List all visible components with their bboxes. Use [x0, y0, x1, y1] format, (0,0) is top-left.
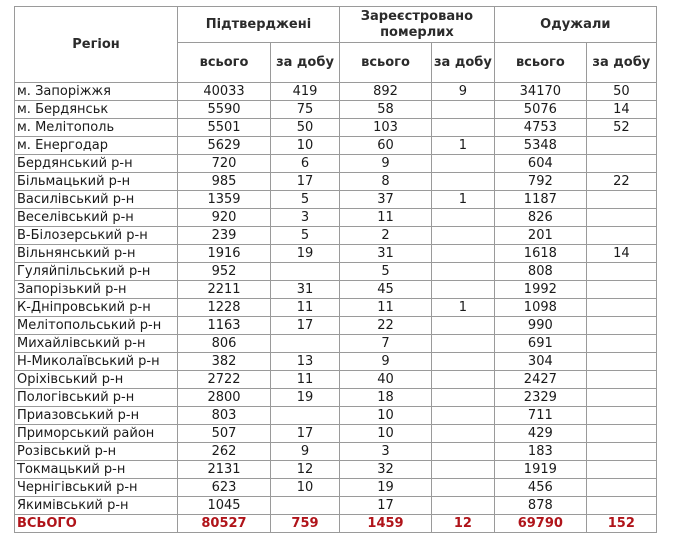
cell-conf-day: 10	[271, 137, 340, 155]
table-row	[15, 227, 657, 245]
cell-death-day	[432, 389, 495, 407]
cell-rec-total: 1618	[494, 245, 586, 263]
cell-death-total: 40	[340, 371, 432, 389]
table-row	[15, 461, 657, 479]
cell-rec-day	[586, 281, 656, 299]
region-name: В-Білозерський р-н	[15, 227, 178, 245]
cell-conf-day: 5	[271, 191, 340, 209]
cell-conf-day: 11	[271, 371, 340, 389]
region-name: Розівський р-н	[15, 443, 178, 461]
cell-rec-day	[586, 443, 656, 461]
table-row	[15, 245, 657, 263]
cell-conf-total: 1045	[178, 497, 271, 515]
table-row	[15, 155, 657, 173]
region-name: Запорізький р-н	[15, 281, 178, 299]
cell-rec-day	[586, 209, 656, 227]
cell-conf-total: 1916	[178, 245, 271, 263]
cell-rec-day: 50	[586, 83, 656, 101]
cell-death-day	[432, 209, 495, 227]
table-row	[15, 497, 657, 515]
cell-rec-day	[586, 317, 656, 335]
cell-death-total: 22	[340, 317, 432, 335]
region-name: Мелітопольський р-н	[15, 317, 178, 335]
region-name: Н-Миколаївський р-н	[15, 353, 178, 371]
total-conf-total: 80527	[178, 515, 271, 533]
cell-rec-day: 22	[586, 173, 656, 191]
cell-death-day	[432, 281, 495, 299]
cell-rec-total: 2329	[494, 389, 586, 407]
cell-conf-day: 11	[271, 299, 340, 317]
cell-rec-day	[586, 497, 656, 515]
cell-rec-total: 691	[494, 335, 586, 353]
cell-rec-total: 34170	[494, 83, 586, 101]
header-deaths-day: за добу	[432, 43, 495, 83]
cell-rec-total: 826	[494, 209, 586, 227]
cell-rec-day	[586, 335, 656, 353]
cell-conf-total: 720	[178, 155, 271, 173]
cell-rec-total: 1992	[494, 281, 586, 299]
cell-rec-day: 14	[586, 245, 656, 263]
region-name: Гуляйпільський р-н	[15, 263, 178, 281]
table-row	[15, 173, 657, 191]
cell-conf-total: 2800	[178, 389, 271, 407]
region-name: Приморський район	[15, 425, 178, 443]
cell-death-day	[432, 353, 495, 371]
header-confirmed-total: всього	[178, 43, 271, 83]
cell-conf-total: 1228	[178, 299, 271, 317]
cell-death-day	[432, 155, 495, 173]
table-row	[15, 317, 657, 335]
cell-rec-day	[586, 227, 656, 245]
cell-death-total: 31	[340, 245, 432, 263]
cell-rec-day	[586, 407, 656, 425]
cell-conf-total: 239	[178, 227, 271, 245]
table-row	[15, 119, 657, 137]
cell-death-day	[432, 173, 495, 191]
total-death-day: 12	[432, 515, 495, 533]
cell-rec-total: 201	[494, 227, 586, 245]
cell-conf-total: 985	[178, 173, 271, 191]
cell-conf-day: 6	[271, 155, 340, 173]
cell-rec-total: 456	[494, 479, 586, 497]
total-conf-day: 759	[271, 515, 340, 533]
cell-rec-day: 14	[586, 101, 656, 119]
total-death-total: 1459	[340, 515, 432, 533]
cell-death-total: 8	[340, 173, 432, 191]
cell-rec-total: 2427	[494, 371, 586, 389]
region-name: Якимівський р-н	[15, 497, 178, 515]
header-deaths: Зареєстровано померлих	[340, 7, 495, 43]
cell-death-total: 17	[340, 497, 432, 515]
region-name: м. Запоріжжя	[15, 83, 178, 101]
cell-rec-day	[586, 137, 656, 155]
cell-conf-total: 920	[178, 209, 271, 227]
header-row-groups	[15, 7, 657, 43]
cell-conf-total: 803	[178, 407, 271, 425]
cell-conf-day: 10	[271, 479, 340, 497]
cell-rec-total: 4753	[494, 119, 586, 137]
region-name: Більмацький р-н	[15, 173, 178, 191]
cell-rec-day	[586, 191, 656, 209]
cell-conf-day	[271, 497, 340, 515]
region-name: Вільнянський р-н	[15, 245, 178, 263]
table-row	[15, 443, 657, 461]
region-name: Чернігівський р-н	[15, 479, 178, 497]
table-body	[15, 83, 657, 533]
table-row	[15, 479, 657, 497]
table-row	[15, 371, 657, 389]
cell-conf-day: 3	[271, 209, 340, 227]
cell-death-day	[432, 407, 495, 425]
cell-conf-total: 1163	[178, 317, 271, 335]
table-row	[15, 191, 657, 209]
header-recovered-total: всього	[494, 43, 586, 83]
cell-death-total: 37	[340, 191, 432, 209]
cell-conf-total: 5629	[178, 137, 271, 155]
cell-death-total: 58	[340, 101, 432, 119]
cell-death-day	[432, 245, 495, 263]
cell-conf-total: 262	[178, 443, 271, 461]
cell-conf-total: 382	[178, 353, 271, 371]
table-row	[15, 209, 657, 227]
cell-rec-day	[586, 479, 656, 497]
cell-death-day: 9	[432, 83, 495, 101]
table-row	[15, 281, 657, 299]
cell-conf-total: 2211	[178, 281, 271, 299]
table-row	[15, 83, 657, 101]
cell-conf-total: 2131	[178, 461, 271, 479]
table-row	[15, 425, 657, 443]
region-name: Веселівський р-н	[15, 209, 178, 227]
cell-rec-day	[586, 299, 656, 317]
cell-conf-day: 17	[271, 317, 340, 335]
header-confirmed: Підтверджені	[178, 7, 340, 43]
cell-death-day	[432, 335, 495, 353]
cell-death-day: 1	[432, 191, 495, 209]
cell-death-total: 60	[340, 137, 432, 155]
cell-conf-total: 507	[178, 425, 271, 443]
cell-death-day	[432, 479, 495, 497]
header-recovered: Одужали	[494, 7, 656, 43]
cell-death-total: 11	[340, 299, 432, 317]
table-row	[15, 407, 657, 425]
cell-rec-total: 990	[494, 317, 586, 335]
region-name: м. Мелітополь	[15, 119, 178, 137]
cell-death-total: 11	[340, 209, 432, 227]
cell-death-total: 892	[340, 83, 432, 101]
cell-rec-day	[586, 353, 656, 371]
table-row	[15, 389, 657, 407]
cell-conf-day: 31	[271, 281, 340, 299]
cell-death-day	[432, 443, 495, 461]
cell-rec-total: 1919	[494, 461, 586, 479]
cell-rec-total: 1187	[494, 191, 586, 209]
region-name: Приазовський р-н	[15, 407, 178, 425]
header-recovered-day: за добу	[586, 43, 656, 83]
cell-death-total: 45	[340, 281, 432, 299]
cell-rec-day	[586, 425, 656, 443]
table-row	[15, 101, 657, 119]
cell-rec-day	[586, 371, 656, 389]
cell-death-total: 18	[340, 389, 432, 407]
cell-conf-total: 1359	[178, 191, 271, 209]
cell-rec-total: 429	[494, 425, 586, 443]
cell-rec-total: 711	[494, 407, 586, 425]
cell-death-day	[432, 317, 495, 335]
cell-death-day	[432, 227, 495, 245]
cell-death-total: 3	[340, 443, 432, 461]
region-name: м. Бердянськ	[15, 101, 178, 119]
cell-death-total: 10	[340, 425, 432, 443]
cell-conf-day: 19	[271, 389, 340, 407]
cell-conf-day: 12	[271, 461, 340, 479]
cell-death-total: 9	[340, 155, 432, 173]
cell-conf-day: 5	[271, 227, 340, 245]
table-row	[15, 137, 657, 155]
cell-rec-total: 5348	[494, 137, 586, 155]
cell-conf-day: 9	[271, 443, 340, 461]
cell-death-day	[432, 371, 495, 389]
cell-conf-total: 952	[178, 263, 271, 281]
header-region: Регіон	[15, 7, 178, 83]
cell-rec-day	[586, 155, 656, 173]
cell-death-total: 19	[340, 479, 432, 497]
cell-death-day	[432, 425, 495, 443]
cell-conf-day	[271, 263, 340, 281]
cell-death-day	[432, 263, 495, 281]
table-row	[15, 335, 657, 353]
table-row	[15, 263, 657, 281]
cell-death-day	[432, 497, 495, 515]
header-confirmed-day: за добу	[271, 43, 340, 83]
cell-rec-total: 5076	[494, 101, 586, 119]
cell-conf-day: 75	[271, 101, 340, 119]
cell-death-total: 32	[340, 461, 432, 479]
cell-death-day: 1	[432, 299, 495, 317]
cell-conf-day: 17	[271, 173, 340, 191]
cell-rec-day	[586, 263, 656, 281]
total-rec-total: 69790	[494, 515, 586, 533]
cell-conf-total: 5590	[178, 101, 271, 119]
cell-conf-total: 806	[178, 335, 271, 353]
cell-rec-day	[586, 461, 656, 479]
cell-death-day: 1	[432, 137, 495, 155]
region-name: Пологівський р-н	[15, 389, 178, 407]
table-row	[15, 299, 657, 317]
region-name: Бердянський р-н	[15, 155, 178, 173]
cell-rec-day	[586, 389, 656, 407]
cell-rec-day: 52	[586, 119, 656, 137]
cell-conf-total: 40033	[178, 83, 271, 101]
cell-rec-total: 183	[494, 443, 586, 461]
cell-conf-day: 17	[271, 425, 340, 443]
cell-death-total: 103	[340, 119, 432, 137]
region-name: Василівський р-н	[15, 191, 178, 209]
cell-conf-day	[271, 407, 340, 425]
cell-death-day	[432, 101, 495, 119]
cell-conf-total: 5501	[178, 119, 271, 137]
cell-conf-day: 50	[271, 119, 340, 137]
cell-rec-total: 604	[494, 155, 586, 173]
total-row	[15, 515, 657, 533]
total-rec-day: 152	[586, 515, 656, 533]
cell-death-total: 7	[340, 335, 432, 353]
table-row	[15, 353, 657, 371]
cell-death-total: 5	[340, 263, 432, 281]
cell-conf-day: 19	[271, 245, 340, 263]
region-name: К-Дніпровський р-н	[15, 299, 178, 317]
cell-death-day	[432, 461, 495, 479]
cell-death-day	[432, 119, 495, 137]
cell-death-total: 9	[340, 353, 432, 371]
covid-stats-table	[14, 6, 657, 533]
cell-rec-total: 878	[494, 497, 586, 515]
cell-death-total: 10	[340, 407, 432, 425]
region-name: м. Енергодар	[15, 137, 178, 155]
cell-conf-day: 419	[271, 83, 340, 101]
header-deaths-total: всього	[340, 43, 432, 83]
cell-conf-day	[271, 335, 340, 353]
region-name: Михайлівський р-н	[15, 335, 178, 353]
region-name: Оріхівський р-н	[15, 371, 178, 389]
cell-conf-total: 2722	[178, 371, 271, 389]
cell-rec-total: 304	[494, 353, 586, 371]
cell-death-total: 2	[340, 227, 432, 245]
cell-rec-total: 1098	[494, 299, 586, 317]
cell-conf-total: 623	[178, 479, 271, 497]
cell-conf-day: 13	[271, 353, 340, 371]
region-name: Токмацький р-н	[15, 461, 178, 479]
cell-rec-total: 792	[494, 173, 586, 191]
stats-table-container	[14, 6, 657, 533]
total-label: ВСЬОГО	[15, 515, 178, 533]
cell-rec-total: 808	[494, 263, 586, 281]
